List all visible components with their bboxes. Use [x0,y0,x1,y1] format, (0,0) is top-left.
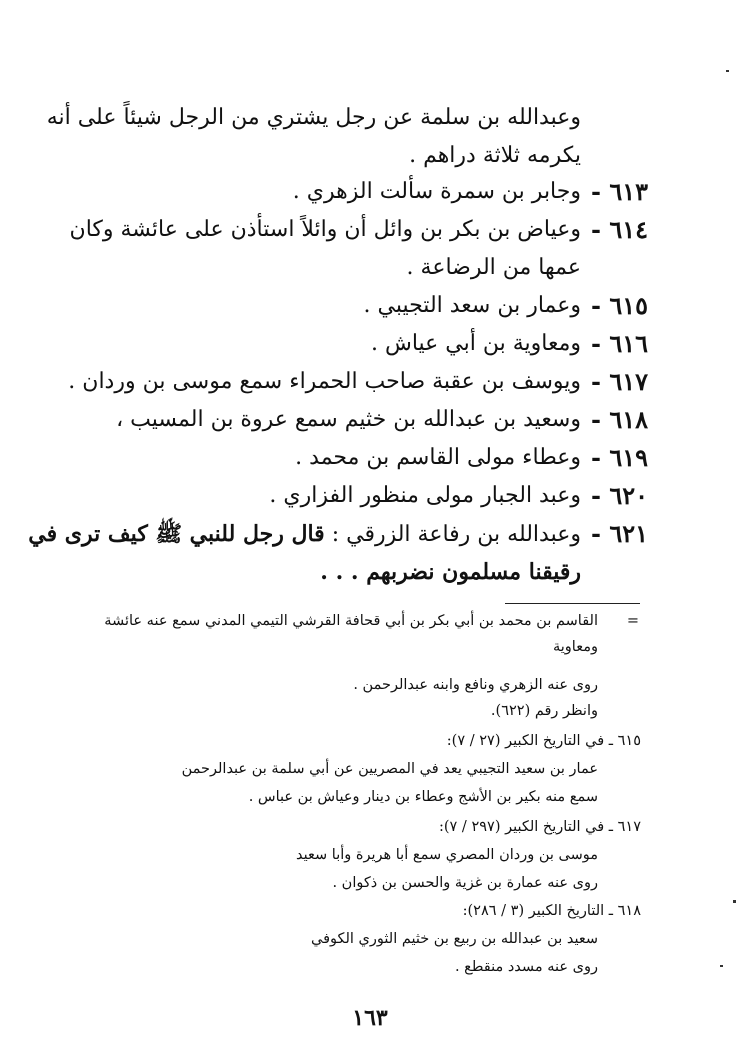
entry-621-continuation: رقيقنا مسلمون نضربهم . . . [320,559,581,585]
page-number: ١٦٣ [352,1005,388,1031]
footnote-617-line-1: موسى بن وردان المصري سمع أبا هريرة وأبا سعيد [296,847,598,863]
entry-615 [0,286,741,326]
entry-text-quote: قال رجل للنبي ﷺ كيف ترى في [28,521,325,547]
scan-speck [720,965,723,967]
entry-621 [0,514,741,554]
entry-text: ومعاوية بن أبي عياش . [371,331,581,356]
intro-line-1: وعبدالله بن سلمة عن رجل يشتري من الرجل شيئاً على أنه [46,105,581,130]
entry-number: ٦٢١ - [591,519,648,548]
entry-616 [0,324,741,364]
entry-618 [0,400,741,440]
entry-number: ٦١٨ - [591,405,648,434]
intro-line-2: يكرمه ثلاثة دراهم . [409,143,581,168]
entry-text: وجابر بن سمرة سألت الزهري . [292,179,581,204]
footnote-1-line-1: القاسم بن محمد بن أبي بكر بن أبي قحافة القرشي التيمي المدني سمع عنه عائشة [104,613,598,629]
entry-number: ٦١٥ - [591,291,648,320]
scan-speck [733,900,736,903]
footnote-615-heading: ٦١٥ ـ في التاريخ الكبير (٢٧ / ٧): [446,733,641,749]
entry-text: وعياض بن بكر بن وائل أن وائلاً استأذن على عائشة وكان [69,217,581,242]
entry-text: وسعيد بن عبدالله بن خثيم سمع عروة بن المسيب ، [116,407,581,432]
entry-number: ٦١٤ - [591,215,648,244]
footnote-1-line-3: روى عنه الزهري ونافع وابنه عبدالرحمن . [353,677,598,693]
entry-text: ويوسف بن عقبة صاحب الحمراء سمع موسى بن وردان . [68,369,581,394]
footnote-1-line-2: ومعاوية [553,639,598,655]
entry-613 [0,172,741,212]
entry-617 [0,362,741,402]
entry-text: وعطاء مولى القاسم بن محمد . [295,445,581,470]
footnote-618-line-2: روى عنه مسدد منقطع . [454,959,598,975]
entry-text-plain: وعبدالله بن رفاعة الزرقي : [331,522,581,547]
footnote-615-line-1: عمار بن سعيد التجيبي يعد في المصريين عن أبي سلمة بن عبدالرحمن [181,761,598,777]
footnote-618-heading: ٦١٨ ـ التاريخ الكبير (٣ / ٢٨٦): [462,903,641,919]
entry-number: ٦١٧ - [591,367,648,396]
entry-614 [0,210,741,250]
entry-number: ٦١٩ - [591,443,648,472]
entry-text: وعمار بن سعد التجيبي . [363,293,581,318]
entry-614-continuation: عمها من الرضاعة . [406,255,581,280]
entry-620 [0,476,741,516]
footnote-615-line-2: سمع منه بكير بن الأشج وعطاء بن دينار وعياش بن عباس . [248,789,598,805]
footnote-separator [505,603,640,604]
entry-number: ٦١٦ - [591,329,648,358]
entry-619 [0,438,741,478]
entry-text [28,514,581,555]
footnote-618-line-1: سعيد بن عبدالله بن ربيع بن خثيم الثوري الكوفي [310,931,598,947]
entry-text: وعبد الجبار مولى منظور الفزاري . [269,483,581,508]
entry-number: ٦١٣ - [591,177,648,206]
footnote-617-line-2: روى عنه عمارة بن غزية والحسن بن ذكوان . [332,875,598,891]
footnote-617-heading: ٦١٧ ـ في التاريخ الكبير (٢٩٧ / ٧): [438,819,641,835]
footnote-1-line-4: وانظر رقم (٦٢٢). [490,703,598,719]
entry-number: ٦٢٠ - [591,481,648,510]
scan-speck [726,70,729,72]
footnote-continuation-marker: = [626,613,639,629]
